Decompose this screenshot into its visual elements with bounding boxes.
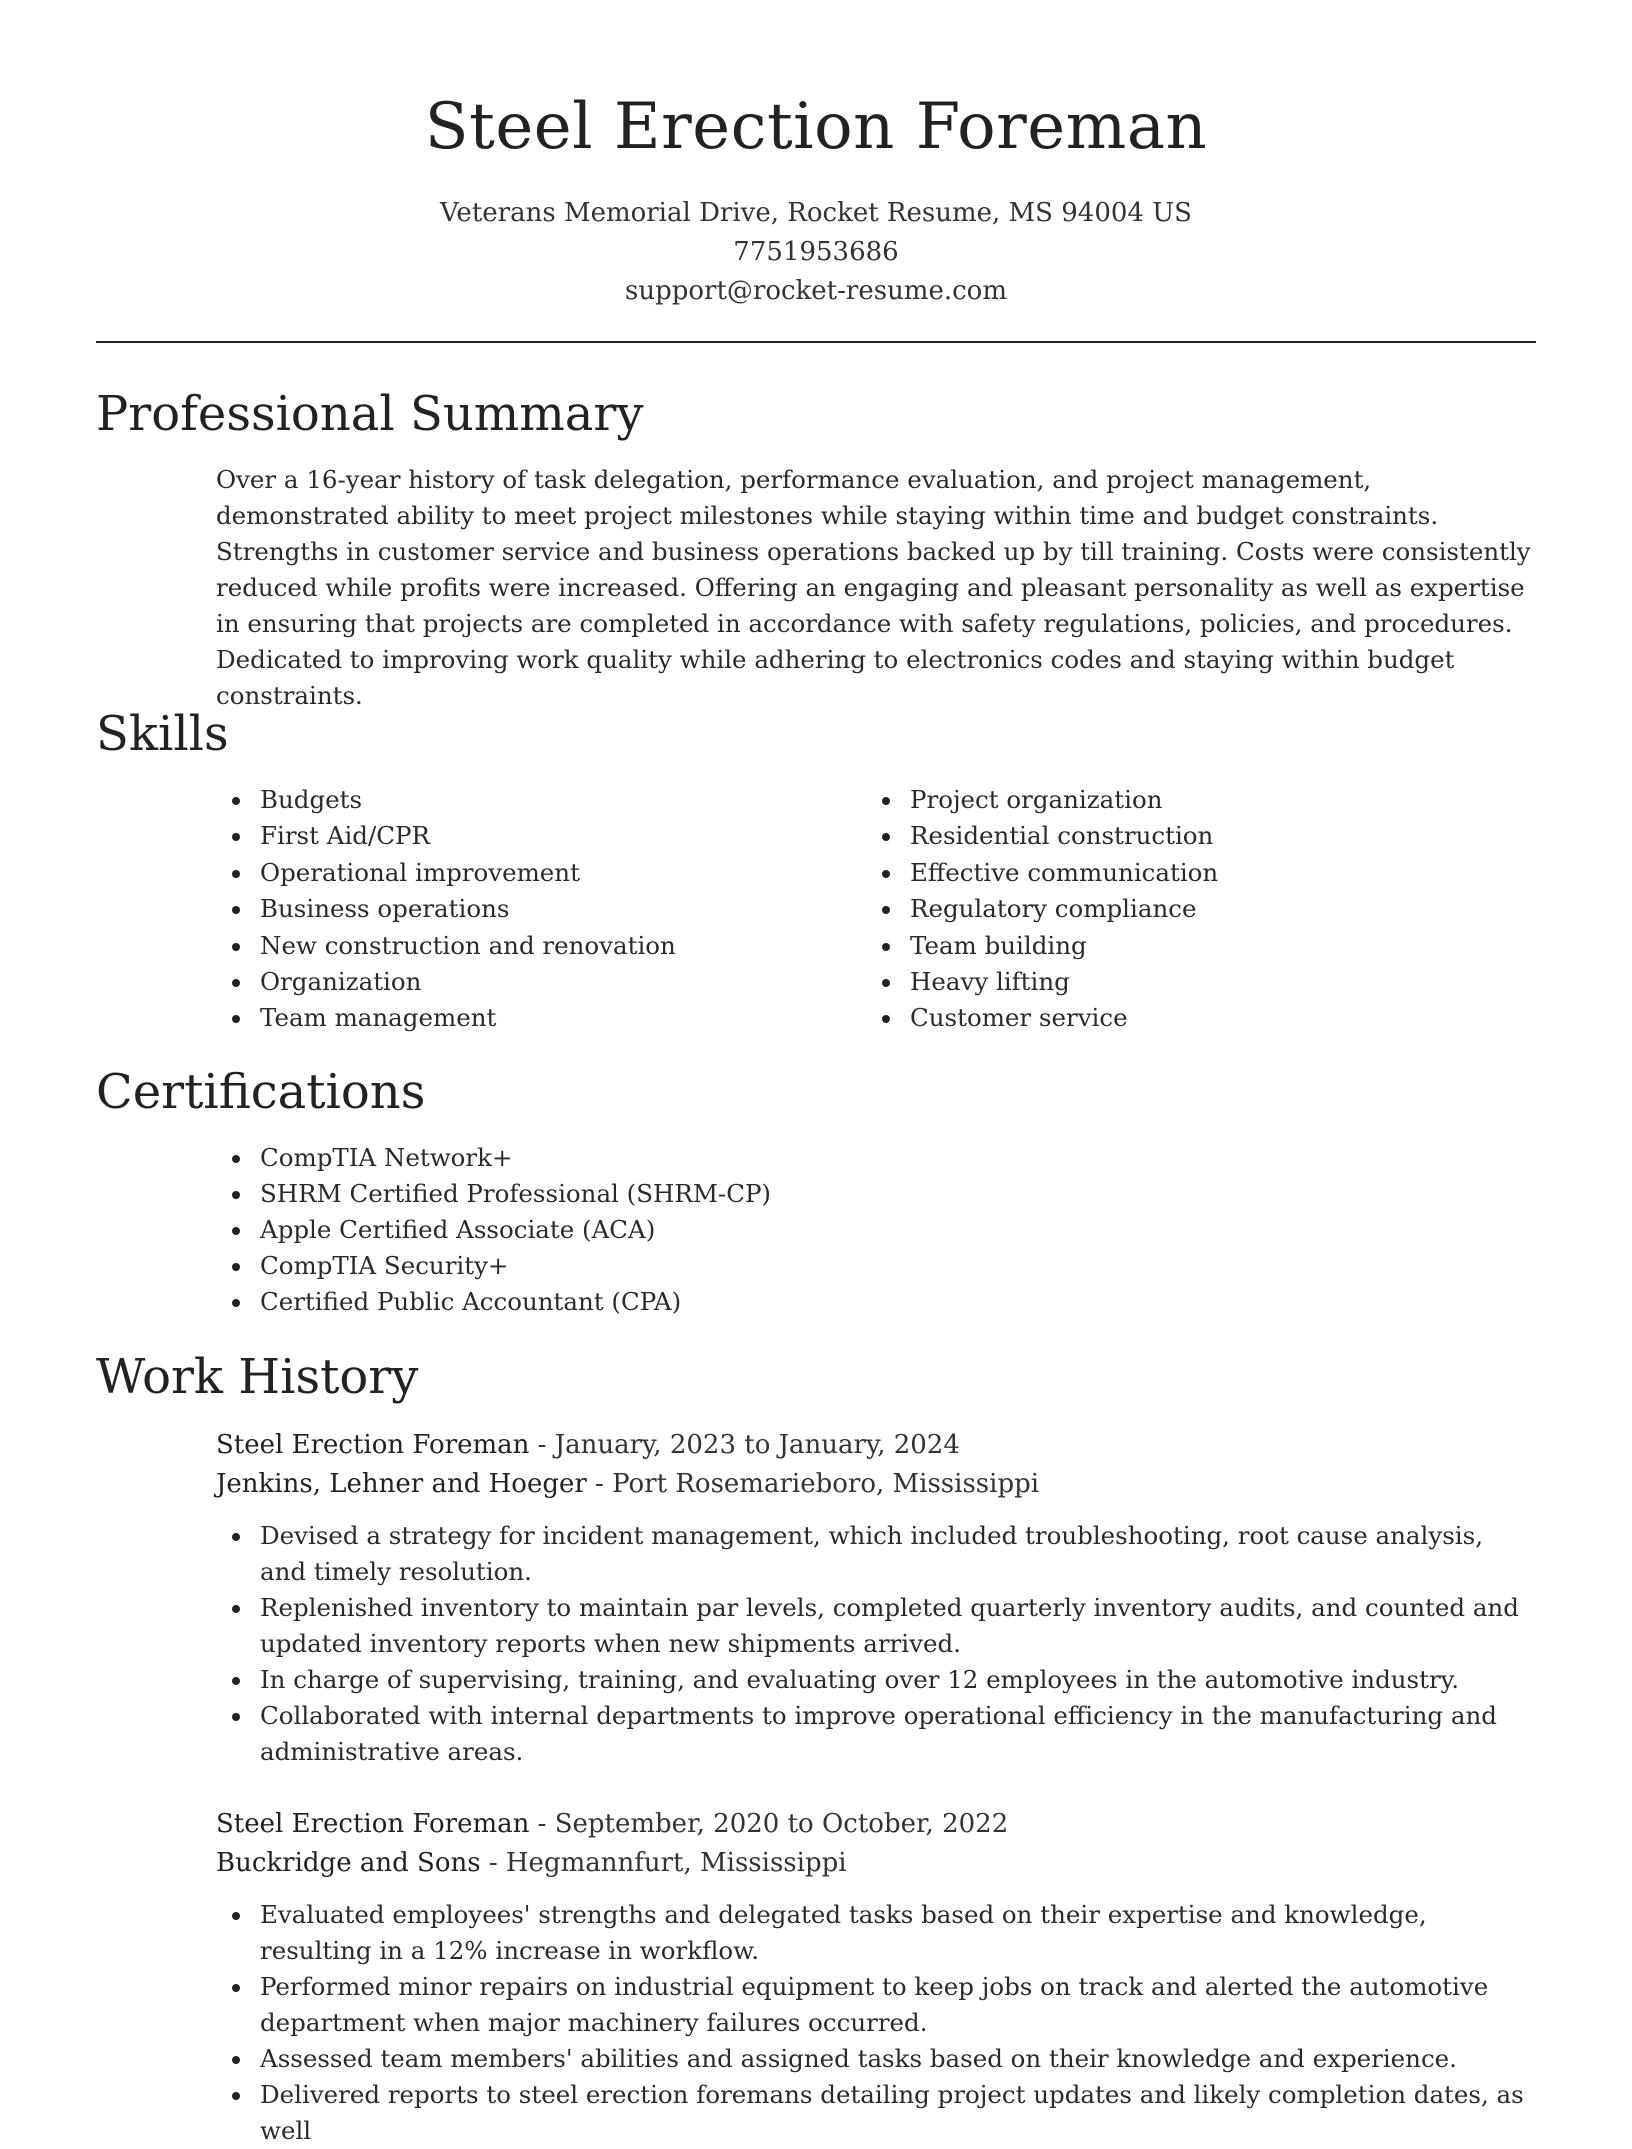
job-duty: Devised a strategy for incident management, which included troubleshooting, root cause analysis, and timely resolution. [216,1518,1536,1590]
summary-text: Over a 16-year history of task delegation, performance evaluation, and project management, demonstrated ability to meet project milestones while staying within time and budget constraints. Strengths in customer service and business operations backed up by till training. Costs were consistently reduced while profits were increased. Offering an engaging and pleasant personality as well as expertise in ensuring that projects are completed in accordance with safety regulations, policies, and procedures. Dedicated to improving work quality while adhering to electronics codes and staying within budget constraints. [216,465,1531,710]
job-company-line [216,1465,1536,1504]
email: support@rocket-resume.com [624,276,1007,306]
skill-item: Organization [216,964,856,1000]
job-company-line [216,1844,1536,1883]
job-duty: Replenished inventory to maintain par levels, completed quarterly inventory audits, and counted and updated inventory reports when new shipments arrived. [216,1590,1536,1662]
skill-item: Regulatory compliance [866,891,1506,927]
job-duties-list [216,1518,1536,1770]
certification-item: CompTIA Network+ [216,1140,1536,1176]
resume-header [96,84,1536,311]
job-role: Steel Erection Foreman [216,1809,530,1839]
job-location: - Hegmannfurt, Mississippi [480,1848,847,1878]
job-dates: - September, 2020 to October, 2022 [529,1809,1009,1839]
skill-item: Heavy lifting [866,964,1506,1000]
job-location: - Port Rosemarieboro, Mississippi [586,1469,1040,1499]
certification-item: Apple Certified Associate (ACA) [216,1212,1536,1248]
job-duty: Assessed team members' abilities and assigned tasks based on their knowledge and experience. [216,2041,1536,2077]
candidate-name: Steel Erection Foreman [424,90,1208,164]
skill-item: Customer service [866,1000,1506,1036]
job-duties-list [216,1897,1536,2149]
skill-item: Business operations [216,891,856,927]
phone: 7751953686 [733,237,899,267]
job-role: Steel Erection Foreman [216,1430,530,1460]
certification-item: CompTIA Security+ [216,1248,1536,1284]
job-company: Jenkins, Lehner and Hoeger [216,1469,587,1499]
skill-item: Effective communication [866,855,1506,891]
skill-item: Budgets [216,782,856,818]
summary-heading: Professional Summary [96,386,644,442]
job-entry [216,1426,1536,1770]
certification-item: Certified Public Accountant (CPA) [216,1284,1536,1320]
certifications-heading: Certifications [96,1064,426,1120]
job-duty: In charge of supervising, training, and evaluating over 12 employees in the automotive industry. [216,1662,1536,1698]
skills-heading: Skills [96,706,229,762]
job-duty: Delivered reports to steel erection foremans detailing project updates and likely completion dates, as well [216,2077,1536,2149]
contact-info [96,194,1536,311]
address: Veterans Memorial Drive, Rocket Resume, MS 94004 US [440,198,1192,228]
skills-list-right [866,782,1506,1037]
skill-item: Project organization [866,782,1506,818]
job-company: Buckridge and Sons [216,1848,481,1878]
header-divider [96,341,1536,343]
skill-item: Team management [216,1000,856,1036]
work-history-heading: Work History [96,1349,419,1405]
certification-item: SHRM Certified Professional (SHRM-CP) [216,1176,1536,1212]
certifications-list [216,1140,1536,1320]
skill-item: First Aid/CPR [216,818,856,854]
job-entry [216,1805,1536,2149]
job-duty: Collaborated with internal departments to improve operational efficiency in the manufacturing and administrative areas. [216,1698,1536,1770]
job-dates: - January, 2023 to January, 2024 [529,1430,960,1460]
job-duty: Evaluated employees' strengths and delegated tasks based on their expertise and knowledge, resulting in a 12% increase in workflow. [216,1897,1536,1969]
skill-item: Residential construction [866,818,1506,854]
skill-item: Team building [866,928,1506,964]
job-title-line [216,1805,1536,1844]
skill-item: New construction and renovation [216,928,856,964]
job-title-line [216,1426,1536,1465]
job-duty: Performed minor repairs on industrial equipment to keep jobs on track and alerted the automotive department when major machinery failures occurred. [216,1969,1536,2041]
skill-item: Operational improvement [216,855,856,891]
skills-list-left [216,782,856,1037]
